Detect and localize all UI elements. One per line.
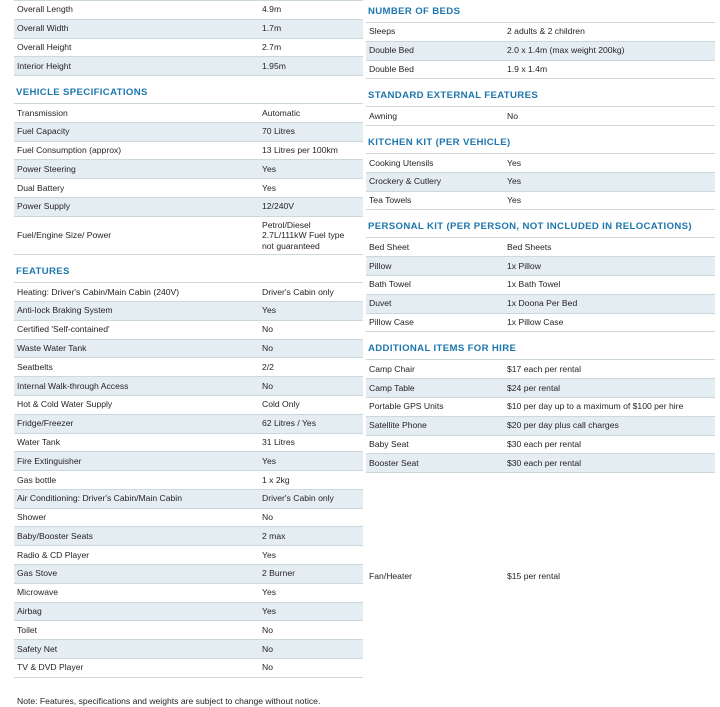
row-value: $17 each per rental — [507, 363, 582, 374]
table-row — [366, 313, 715, 332]
row-value: No — [257, 640, 363, 659]
table-row — [14, 339, 363, 358]
table-row — [366, 191, 715, 210]
row-label: Pillow Case — [369, 316, 414, 327]
row-label: Power Supply — [14, 198, 257, 217]
section — [14, 255, 351, 677]
row-value: No — [507, 110, 518, 121]
row-value-line: Petrol/Diesel — [262, 219, 311, 230]
table-row — [366, 276, 715, 295]
table-row — [14, 640, 363, 659]
table-row — [366, 294, 715, 313]
row-value: 2.0 x 1.4m (max weight 200kg) — [502, 41, 715, 60]
row-value: No — [262, 624, 273, 635]
row-label: Fuel Capacity — [14, 122, 257, 141]
spec-table — [14, 0, 363, 76]
row-value: $24 per rental — [502, 379, 715, 398]
section — [366, 210, 703, 332]
section-heading: PERSONAL KIT (PER PERSON, NOT INCLUDED IN RELOCATIONS) — [368, 221, 692, 233]
section — [14, 0, 351, 76]
table-row — [14, 546, 363, 565]
section-spacer — [14, 76, 351, 87]
section-heading: ADDITIONAL ITEMS FOR HIRE — [368, 343, 517, 355]
row-value: Yes — [502, 172, 715, 191]
table-row — [14, 57, 363, 76]
row-value: 12/240V — [257, 198, 363, 217]
right-column — [366, 0, 703, 586]
section-spacer — [366, 210, 703, 221]
row-label: Duvet — [366, 294, 502, 313]
row-label: Double Bed — [369, 63, 414, 74]
spec-table — [14, 103, 363, 255]
row-value: 31 Litres — [262, 436, 295, 447]
section-heading: FEATURES — [16, 266, 70, 278]
table-row — [14, 433, 363, 452]
section-heading: STANDARD EXTERNAL FEATURES — [368, 90, 539, 102]
table-row — [366, 416, 715, 435]
row-value: Driver's Cabin only — [262, 286, 334, 297]
spec-table — [366, 237, 715, 332]
row-value: 1.9 x 1.4m — [507, 63, 548, 74]
trailing-spacer — [366, 473, 703, 568]
table-row — [366, 435, 715, 454]
row-value — [257, 216, 363, 255]
row-label: Fridge/Freezer — [14, 414, 257, 433]
row-value: Yes — [262, 182, 277, 193]
row-label: Dual Battery — [17, 182, 65, 193]
row-value: Driver's Cabin only — [257, 489, 363, 508]
row-label: Toilet — [17, 624, 38, 635]
spec-table — [14, 282, 363, 677]
spec-table — [366, 359, 715, 473]
table-row — [366, 41, 715, 60]
table-row — [366, 172, 715, 191]
row-value: $20 per day plus call charges — [502, 416, 715, 435]
row-value: 2.7m — [262, 41, 282, 52]
table-row — [14, 489, 363, 508]
row-value: Yes — [507, 157, 522, 168]
row-value: $10 per day up to a maximum of $100 per hire — [507, 401, 684, 412]
section — [14, 76, 351, 255]
row-value: No — [257, 377, 363, 396]
row-label: Airbag — [14, 602, 257, 621]
row-value: 1 x 2kg — [262, 474, 290, 485]
table-row — [14, 658, 363, 677]
row-label: Baby Seat — [369, 438, 409, 449]
section-spacer — [366, 126, 703, 137]
row-value: Yes — [262, 549, 277, 560]
table-row — [14, 583, 363, 602]
row-value: Bed Sheets — [507, 241, 552, 252]
table-row — [14, 508, 363, 527]
table-row — [366, 379, 715, 398]
row-label: Portable GPS Units — [369, 401, 444, 412]
table-row — [14, 179, 363, 198]
table-row — [14, 414, 363, 433]
spec-table — [366, 22, 715, 79]
row-value: No — [262, 324, 273, 335]
row-label: Awning — [369, 110, 398, 121]
row-label: Camp Chair — [369, 363, 415, 374]
row-value: Yes — [262, 587, 277, 598]
row-label: Heating: Driver's Cabin/Main Cabin (240V) — [17, 286, 180, 297]
spec-table — [366, 153, 715, 210]
row-value: 2 adults & 2 children — [507, 26, 585, 37]
row-label: Overall Height — [17, 41, 72, 52]
row-label: Bath Towel — [369, 279, 411, 290]
section-heading: VEHICLE SPECIFICATIONS — [16, 87, 148, 99]
row-value: 1.7m — [257, 19, 363, 38]
table-row — [14, 302, 363, 321]
row-label: Shower — [17, 512, 47, 523]
row-label: Double Bed — [366, 41, 502, 60]
table-row — [14, 198, 363, 217]
row-value: No — [262, 512, 273, 523]
row-label: Booster Seat — [366, 454, 502, 473]
row-label: Certified 'Self-contained' — [17, 324, 110, 335]
table-row — [14, 527, 363, 546]
row-label: Interior Height — [14, 57, 257, 76]
section-spacer — [366, 332, 703, 343]
table-row — [14, 452, 363, 471]
footnote-spacer — [14, 678, 351, 695]
trailing-table — [366, 568, 715, 586]
table-row — [366, 360, 715, 379]
row-value: 2/2 — [262, 361, 274, 372]
row-label: Hot & Cold Water Supply — [17, 399, 113, 410]
row-label: Microwave — [17, 587, 59, 598]
row-value-line: 2.7L/111kW Fuel type — [262, 230, 345, 241]
left-column — [14, 0, 351, 707]
row-value: $15 per rental — [507, 571, 561, 582]
row-value: 1x Doona Per Bed — [502, 294, 715, 313]
row-value: Yes — [257, 302, 363, 321]
row-label: TV & DVD Player — [17, 662, 84, 673]
row-label: Internal Walk-through Access — [14, 377, 257, 396]
row-label: Overall Width — [14, 19, 257, 38]
table-row — [366, 238, 715, 257]
row-value: 13 Litres per 100km — [262, 145, 338, 156]
table-row — [14, 104, 363, 123]
row-label: Crockery & Cutlery — [366, 172, 502, 191]
table-row — [366, 107, 715, 126]
table-row — [366, 454, 715, 473]
row-label: Fire Extinguisher — [14, 452, 257, 471]
row-value: Yes — [257, 160, 363, 179]
row-label: Fan/Heater — [369, 571, 412, 582]
table-row — [366, 60, 715, 79]
row-value: 1x Pillow Case — [507, 316, 564, 327]
table-row — [14, 216, 363, 255]
table-row — [14, 320, 363, 339]
table-row — [14, 358, 363, 377]
row-label: Radio & CD Player — [17, 549, 90, 560]
row-label: Power Steering — [14, 160, 257, 179]
row-label: Air Conditioning: Driver's Cabin/Main Cabin — [14, 489, 257, 508]
table-row — [14, 1, 363, 20]
row-value: 1x Pillow — [502, 257, 715, 276]
row-value: Cold Only — [262, 399, 300, 410]
row-label: Gas Stove — [14, 565, 257, 584]
table-row — [14, 122, 363, 141]
table-row — [14, 621, 363, 640]
row-label: Baby/Booster Seats — [14, 527, 257, 546]
table-row — [14, 602, 363, 621]
row-label: Fuel/Engine Size/ Power — [17, 230, 112, 241]
row-label: Sleeps — [369, 26, 396, 37]
row-value: 1.95m — [257, 57, 363, 76]
table-row — [366, 257, 715, 276]
row-label: Pillow — [366, 257, 502, 276]
table-row — [366, 568, 715, 586]
row-label: Waste Water Tank — [14, 339, 257, 358]
row-label: Fuel Consumption (approx) — [17, 145, 122, 156]
row-value: No — [257, 339, 363, 358]
row-label: Gas bottle — [17, 474, 57, 485]
spec-table — [366, 106, 715, 126]
row-value: 2 max — [257, 527, 363, 546]
section — [366, 0, 703, 79]
row-label: Transmission — [17, 107, 68, 118]
row-label: Satellite Phone — [366, 416, 502, 435]
table-row — [14, 283, 363, 302]
row-label: Tea Towels — [369, 195, 412, 206]
section-heading: NUMBER OF BEDS — [368, 6, 461, 17]
table-row — [366, 23, 715, 42]
table-row — [14, 141, 363, 160]
row-value: $30 each per rental — [507, 438, 582, 449]
row-value: Automatic — [262, 107, 301, 118]
section-spacer — [366, 79, 703, 90]
row-label: Camp Table — [366, 379, 502, 398]
row-value: 2 Burner — [257, 565, 363, 584]
row-label: Water Tank — [17, 436, 60, 447]
row-value: 1x Bath Towel — [507, 279, 561, 290]
row-label: Seatbelts — [17, 361, 53, 372]
section — [366, 126, 703, 210]
section — [366, 332, 703, 473]
row-label: Bed Sheet — [369, 241, 410, 252]
section-spacer — [14, 255, 351, 266]
row-label: Cooking Utensils — [369, 157, 434, 168]
table-row — [14, 396, 363, 415]
row-value: Yes — [507, 195, 522, 206]
row-value: 62 Litres / Yes — [257, 414, 363, 433]
row-value-line: not guaranteed — [262, 240, 320, 251]
row-label: Anti-lock Braking System — [14, 302, 257, 321]
row-label: Overall Length — [17, 4, 73, 15]
row-value: 70 Litres — [257, 122, 363, 141]
row-value: No — [262, 662, 273, 673]
table-row — [14, 471, 363, 490]
footnote: Note: Features, specifications and weights are subject to change without notice. — [17, 695, 321, 706]
table-row — [14, 38, 363, 57]
table-row — [14, 160, 363, 179]
table-row — [14, 377, 363, 396]
table-row — [14, 565, 363, 584]
row-value: 4.9m — [262, 4, 282, 15]
table-row — [14, 19, 363, 38]
section-heading: KITCHEN KIT (PER VEHICLE) — [368, 137, 511, 149]
section — [366, 79, 703, 126]
table-row — [366, 154, 715, 173]
row-value: Yes — [257, 602, 363, 621]
row-value: $30 each per rental — [502, 454, 715, 473]
row-value: Yes — [257, 452, 363, 471]
table-row — [366, 397, 715, 416]
row-label: Safety Net — [14, 640, 257, 659]
